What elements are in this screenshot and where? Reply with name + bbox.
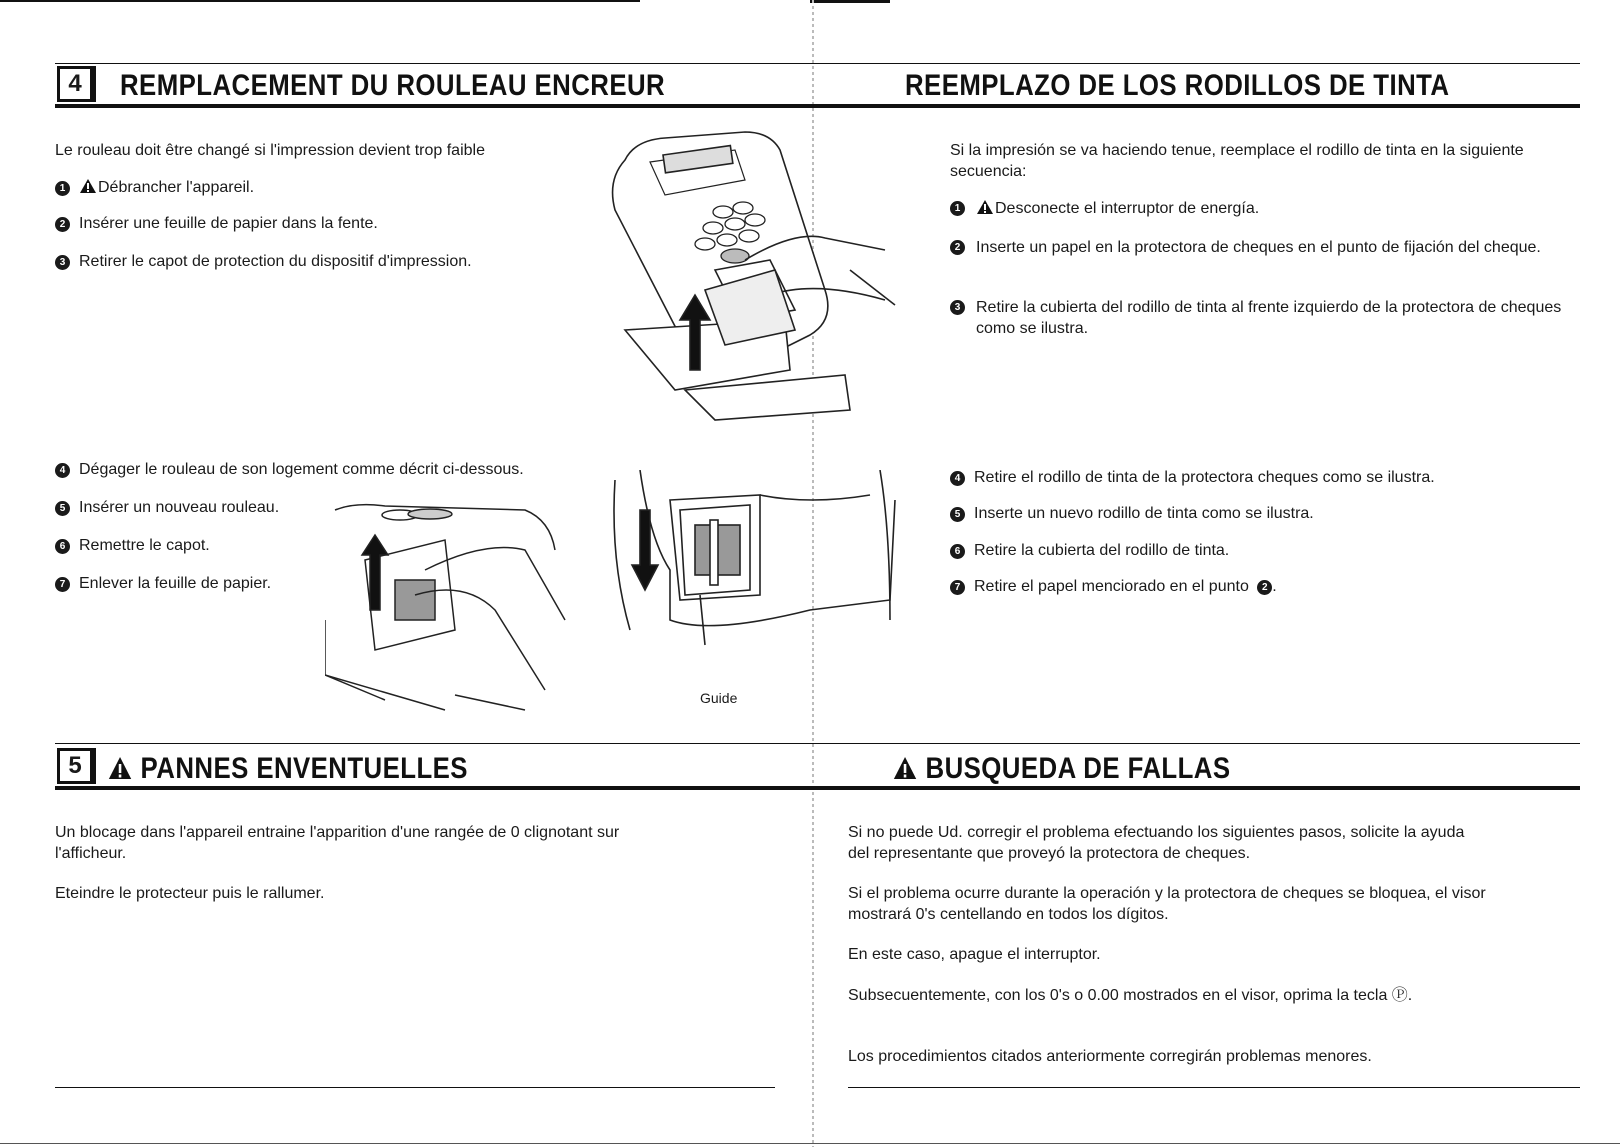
step-5-es xyxy=(950,503,1314,524)
section5-paragraph-1-fr: Un blocage dans l'appareil entraine l'apparition d'une rangée de 0 clignotant sur l'afficheur. xyxy=(55,824,620,862)
section5-heading-rule-left xyxy=(55,786,815,790)
step-number-icon: 3 xyxy=(950,300,965,315)
step-number-icon: 2 xyxy=(55,217,70,232)
step-7-fr xyxy=(55,573,271,594)
bottom-edge-rule xyxy=(0,1143,1620,1144)
bottom-rule-left xyxy=(55,1087,775,1088)
section5-title-fr xyxy=(108,752,468,788)
step-number-icon: 7 xyxy=(950,580,965,595)
step-number-icon: 5 xyxy=(55,501,70,516)
step-4-fr xyxy=(55,459,524,480)
section4-heading-rule-right xyxy=(815,104,1580,108)
step-text: Retire el papel menciorado en el punto xyxy=(974,578,1249,595)
section4-heading-rule-left xyxy=(55,104,815,108)
section5-paragraph-3-es: En este caso, apague el interruptor. xyxy=(848,946,1101,963)
step-text: Retire la cubierta del rodillo de tinta al frente izquierdo de la protectora de cheques como se ilustra. xyxy=(976,299,1562,337)
step-number-icon: 1 xyxy=(950,201,965,216)
step-text: Retirer le capot de protection du dispositif d'impression. xyxy=(79,253,472,270)
step-2-fr xyxy=(55,213,378,234)
bottom-rule-right xyxy=(848,1087,1580,1088)
top-edge-rule-left xyxy=(0,0,640,2)
section5-top-rule-right xyxy=(815,743,1580,744)
step-text: Insérer un nouveau rouleau. xyxy=(79,499,280,516)
section5-paragraph-1-es: Si no puede Ud. corregir el problema efectuando los siguientes pasos, solicite la ayuda del representante que proveyó la protectora de cheques. xyxy=(848,824,1465,862)
section5-paragraph-4-es: Subsecuentemente, con los 0's o 0.00 mostrados en el visor, oprima la tecla Ⓟ. xyxy=(848,987,1413,1004)
step-text: Remettre le capot. xyxy=(79,537,210,554)
step-text: Inserte un papel en la protectora de cheques en el punto de fijación del cheque. xyxy=(976,239,1541,256)
section5-paragraph-2-fr: Eteindre le protecteur puis le rallumer. xyxy=(55,885,325,902)
step-text: Débrancher l'appareil. xyxy=(98,179,255,196)
illustration-remove-cover xyxy=(595,120,925,440)
section5-paragraph-2-es: Si el problema ocurre durante la operación y la protectora de cheques se bloquea, el visor mostrará 0's centellando en todos los dígitos. xyxy=(848,885,1486,923)
section4-number-box: 4 xyxy=(57,66,96,102)
step-number-icon: 3 xyxy=(55,255,70,270)
step-text: Dégager le rouleau de son logement comme décrit ci-dessous. xyxy=(79,461,524,478)
step-6-fr xyxy=(55,535,210,556)
section5-paragraph-5-es: Los procedimientos citados anteriormente corregirán problemas menores. xyxy=(848,1048,1372,1065)
step-4-es xyxy=(950,467,1435,488)
step-number-icon: 4 xyxy=(55,463,70,478)
warning-triangle-icon xyxy=(893,754,917,788)
section4-intro-es: Si la impresión se va haciendo tenue, reemplace el rodillo de tinta en la siguiente secuencia: xyxy=(950,142,1524,180)
step-6-es xyxy=(950,540,1229,561)
step-2-es xyxy=(950,237,1580,258)
section4-top-rule-left xyxy=(55,63,815,64)
step-3-es xyxy=(950,297,1580,339)
section4-title-es: REEMPLAZO DE LOS RODILLOS DE TINTA xyxy=(905,69,1450,102)
step-text: Desconecte el interruptor de energía. xyxy=(995,200,1260,217)
step-7-es: 7 Retire el papel menciorado en el punto 2 . xyxy=(950,576,1277,597)
step-text: Inserte un nuevo rodillo de tinta como se ilustra. xyxy=(974,505,1314,522)
step-text: Enlever la feuille de papier. xyxy=(79,575,272,592)
step-1-es xyxy=(950,198,1580,221)
step-number-icon: 4 xyxy=(950,471,965,486)
section5-title-text: BUSQUEDA DE FALLAS xyxy=(925,752,1231,785)
step-number-icon: 6 xyxy=(55,539,70,554)
section4-top-rule-right xyxy=(815,63,1580,64)
step-number-icon: 7 xyxy=(55,577,70,592)
step-number-icon: 5 xyxy=(950,507,965,522)
step-5-fr xyxy=(55,497,279,518)
step-text: Retire la cubierta del rodillo de tinta. xyxy=(974,542,1230,559)
warning-triangle-icon xyxy=(79,178,97,200)
section5-heading-rule-right xyxy=(815,786,1580,790)
step-1-fr xyxy=(55,177,254,200)
section4-intro-fr: Le rouleau doit être changé si l'impression devient trop faible xyxy=(55,142,485,159)
section5-top-rule-left xyxy=(55,743,815,744)
section4-title-fr: REMPLACEMENT DU ROULEAU ENCREUR xyxy=(120,69,666,102)
step-number-icon: 1 xyxy=(55,181,70,196)
step-reference-icon: 2 xyxy=(1257,580,1272,595)
section5-title-text: PANNES ENVENTUELLES xyxy=(140,752,468,785)
illustration-remove-roller xyxy=(325,500,570,715)
section5-title-es xyxy=(893,752,1230,788)
warning-triangle-icon xyxy=(976,199,994,221)
step-number-icon: 6 xyxy=(950,544,965,559)
step-3-fr xyxy=(55,251,472,272)
warning-triangle-icon xyxy=(108,754,132,788)
step-text: Retire el rodillo de tinta de la protectora cheques como se ilustra. xyxy=(974,469,1435,486)
step-text: Insérer une feuille de papier dans la fente. xyxy=(79,215,378,232)
step-number-icon: 2 xyxy=(950,240,965,255)
section5-number-box: 5 xyxy=(57,748,96,784)
illustration-insert-roller-guide xyxy=(610,470,910,670)
figure-caption-guide: Guide xyxy=(700,690,738,706)
top-edge-rule-right xyxy=(810,0,890,3)
